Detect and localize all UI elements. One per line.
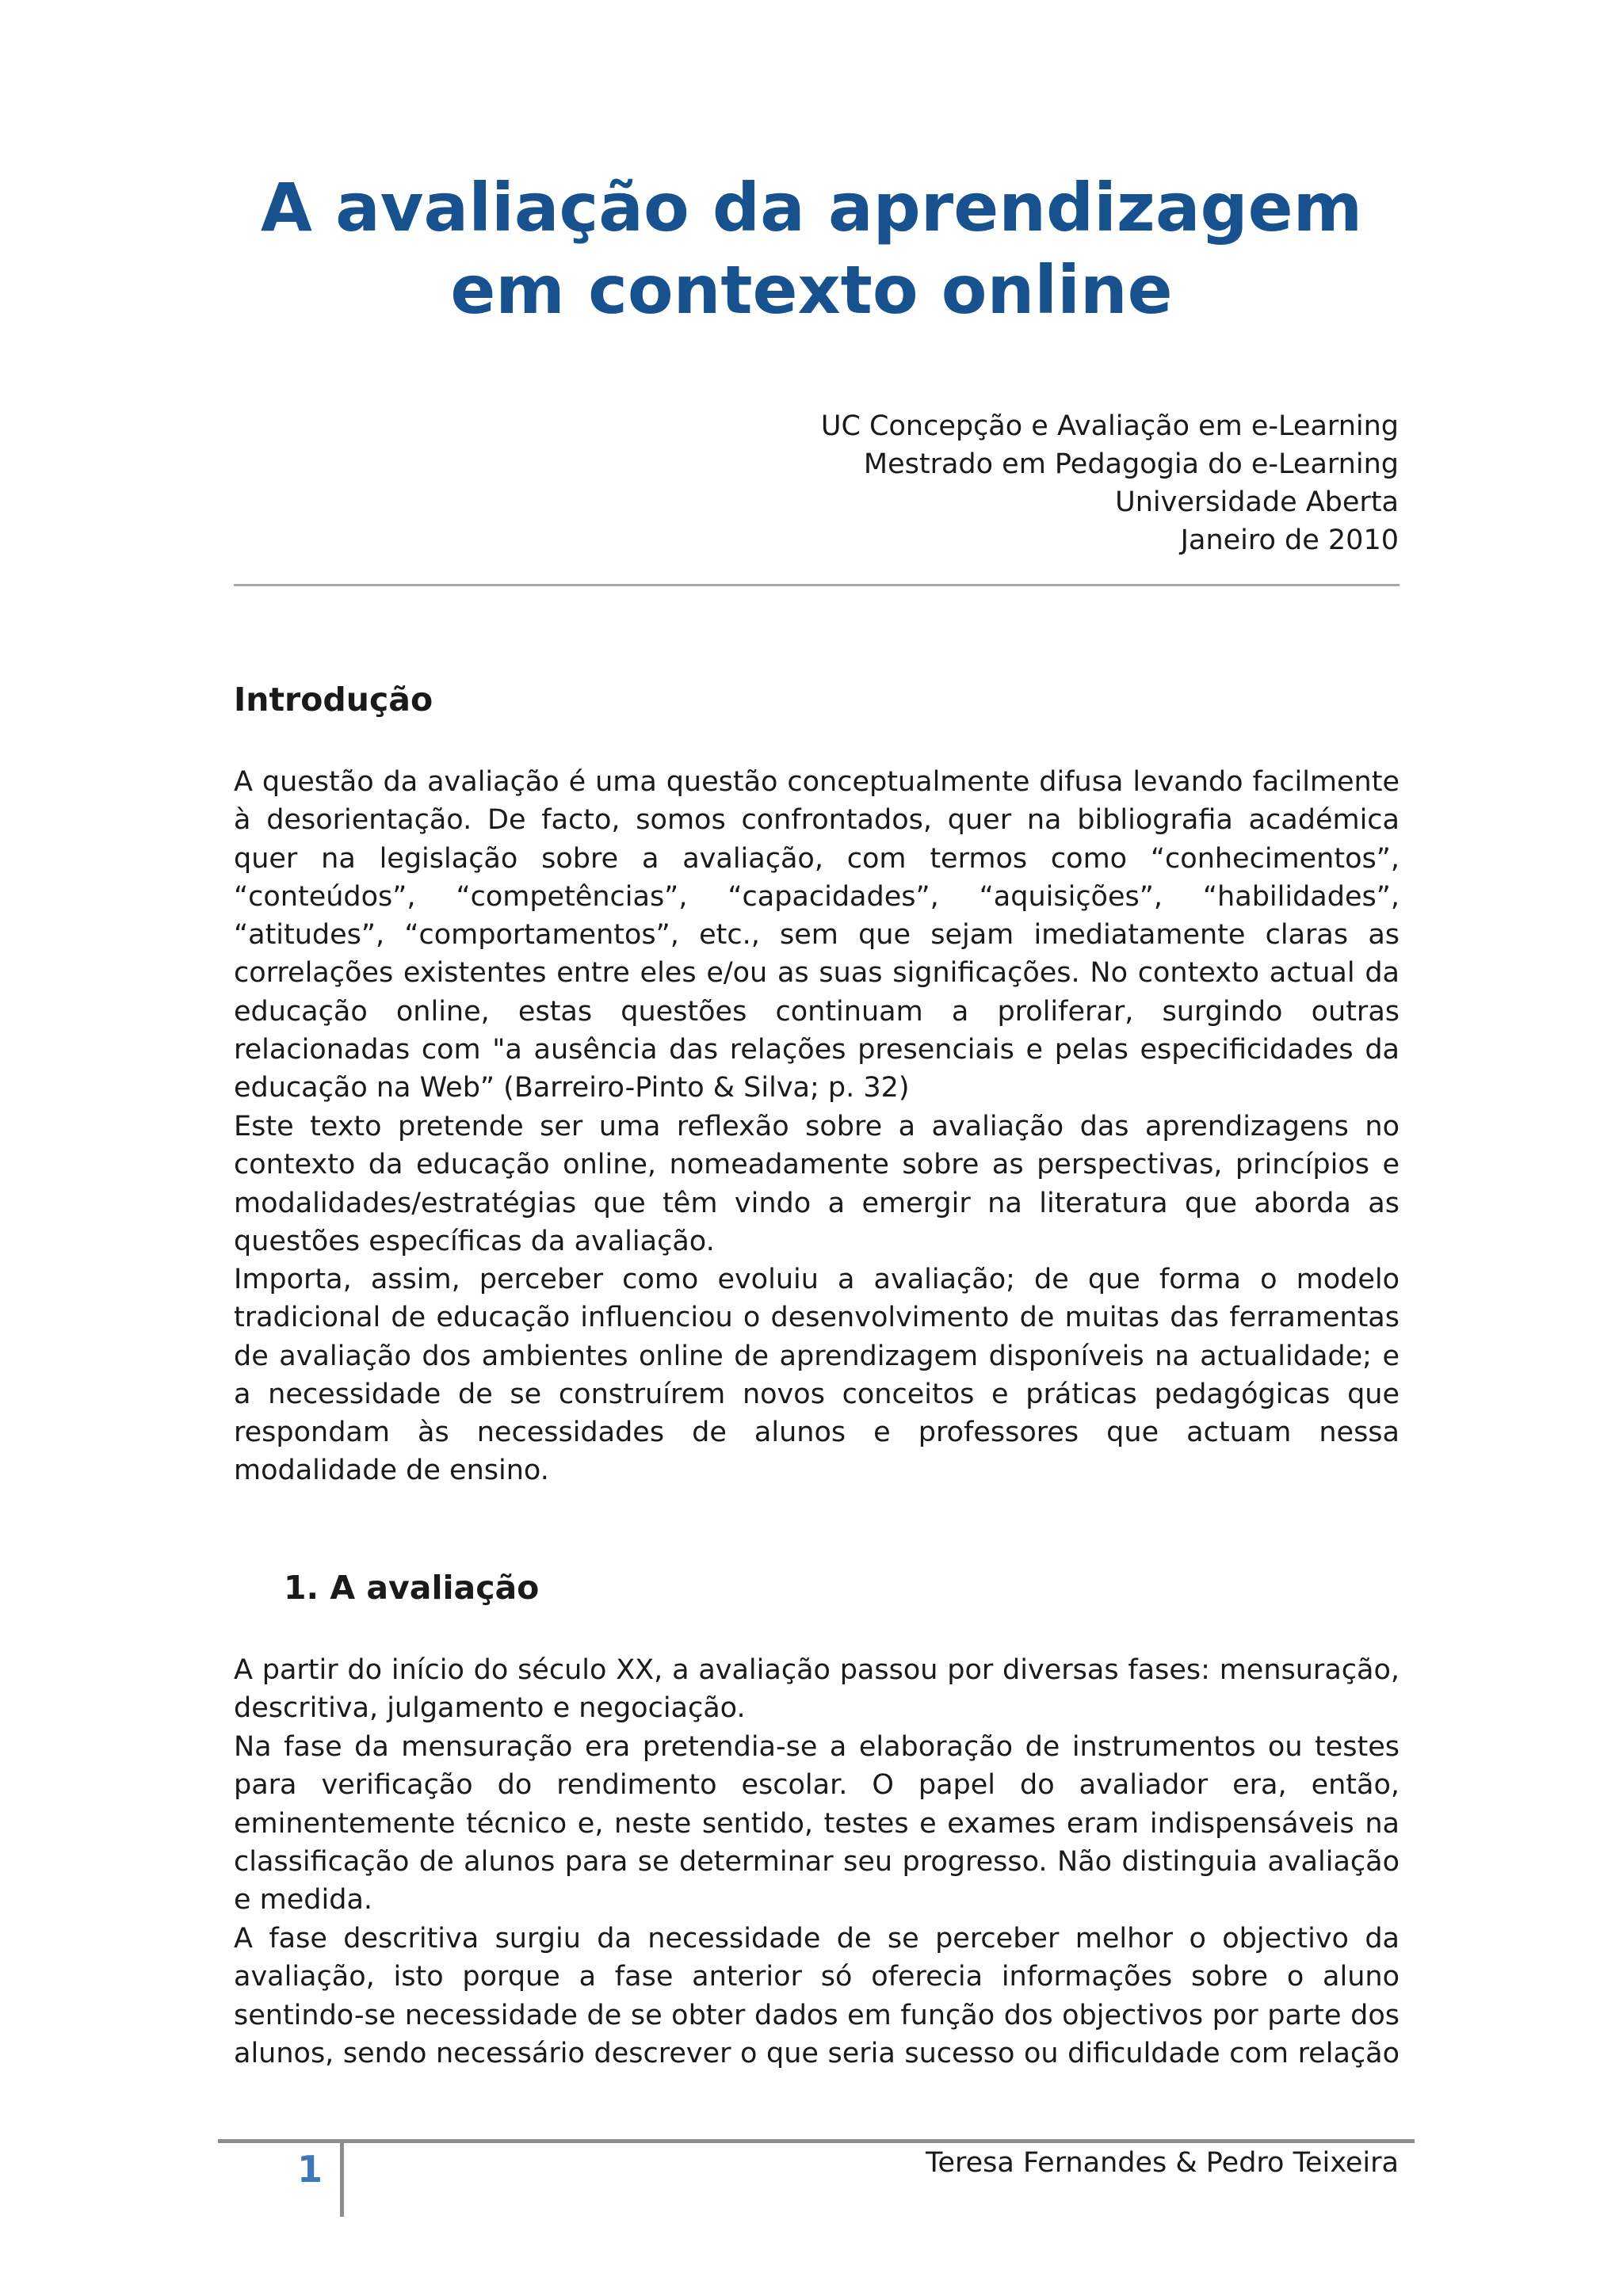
title-line-2: em contexto online xyxy=(450,251,1173,329)
section-1-paragraph-1: A partir do início do século XX, a avaliação passou por diversas fases: mensuração, descritiva, julgamento e negociação. xyxy=(234,1654,1400,1725)
section-1-paragraph-3: A fase descritiva surgiu da necessidade de se perceber melhor o objectivo da avaliação, isto porque a fase anterior só oferecia informações sobre o aluno sentindo-se necessidade de se obter dados em função dos objectivos por parte dos alunos, sendo necessário descrever o que seria sucesso ou dificuldade com relação xyxy=(234,1923,1400,2069)
document-meta xyxy=(821,407,1399,559)
footer-authors: Teresa Fernandes & Pedro Teixeira xyxy=(926,2147,1399,2179)
footer-page-separator xyxy=(340,2139,344,2217)
intro-paragraph-2: Este texto pretende ser uma reflexão sobre a avaliação das aprendizagens no contexto da educação online, nomeadamente sobre as perspectivas, princípios e modalidades/estratégias que têm vindo a emergir na literatura que aborda as questões específicas da avaliação. xyxy=(234,1111,1400,1257)
section-1-heading: 1. A avaliação xyxy=(284,1569,540,1607)
title-line-1: A avaliação da aprendizagem xyxy=(260,169,1363,246)
meta-university: Universidade Aberta xyxy=(1115,486,1399,518)
intro-paragraph-1: A questão da avaliação é uma questão conceptualmente difusa levando facilmente à desorientação. De facto, somos confrontados, quer na bibliografia académica quer na legislação sobre a avaliação, com termos como “conhecimentos”, “conteúdos”, “competências”, “capacidades”, “aquisições”, “habilidades”, “atitudes”, “comportamentos”, etc., sem que sejam imediatamente claras as correlações existentes entre eles e/ou as suas significações. No contexto actual da educação online, estas questões continuam a proliferar, surgindo outras relacionadas com "a ausência das relações presenciais e pelas especificidades da educação na Web” (Barreiro-Pinto & Silva; p. 32) xyxy=(234,766,1400,1104)
section-1-paragraph-2: Na fase da mensuração era pretendia-se a elaboração de instrumentos ou testes para verificação do rendimento escolar. O papel do avaliador era, então, eminentemente técnico e, neste sentido, testes e exames eram indispensáveis na classificação de alunos para se determinar seu progresso. Não distinguia avaliação e medida. xyxy=(234,1731,1400,1917)
header-divider xyxy=(234,584,1400,586)
page-number: 1 xyxy=(297,2148,323,2191)
intro-paragraph-3: Importa, assim, perceber como evoluiu a avaliação; de que forma o modelo tradicional de educação influenciou o desenvolvimento de muitas das ferramentas de avaliação dos ambientes online de aprendizagem disponíveis na actualidade; e a necessidade de se construírem novos conceitos e práticas pedagógicas que respondam às necessidades de alunos e professores que actuam nessa modalidade de ensino. xyxy=(234,1264,1400,1487)
meta-program: Mestrado em Pedagogia do e-Learning xyxy=(863,448,1399,480)
meta-course: UC Concepção e Avaliação em e-Learning xyxy=(820,410,1399,442)
footer-divider xyxy=(218,2139,1415,2143)
intro-heading: Introdução xyxy=(234,681,433,719)
meta-date: Janeiro de 2010 xyxy=(1180,524,1399,556)
document-title xyxy=(0,166,1623,331)
